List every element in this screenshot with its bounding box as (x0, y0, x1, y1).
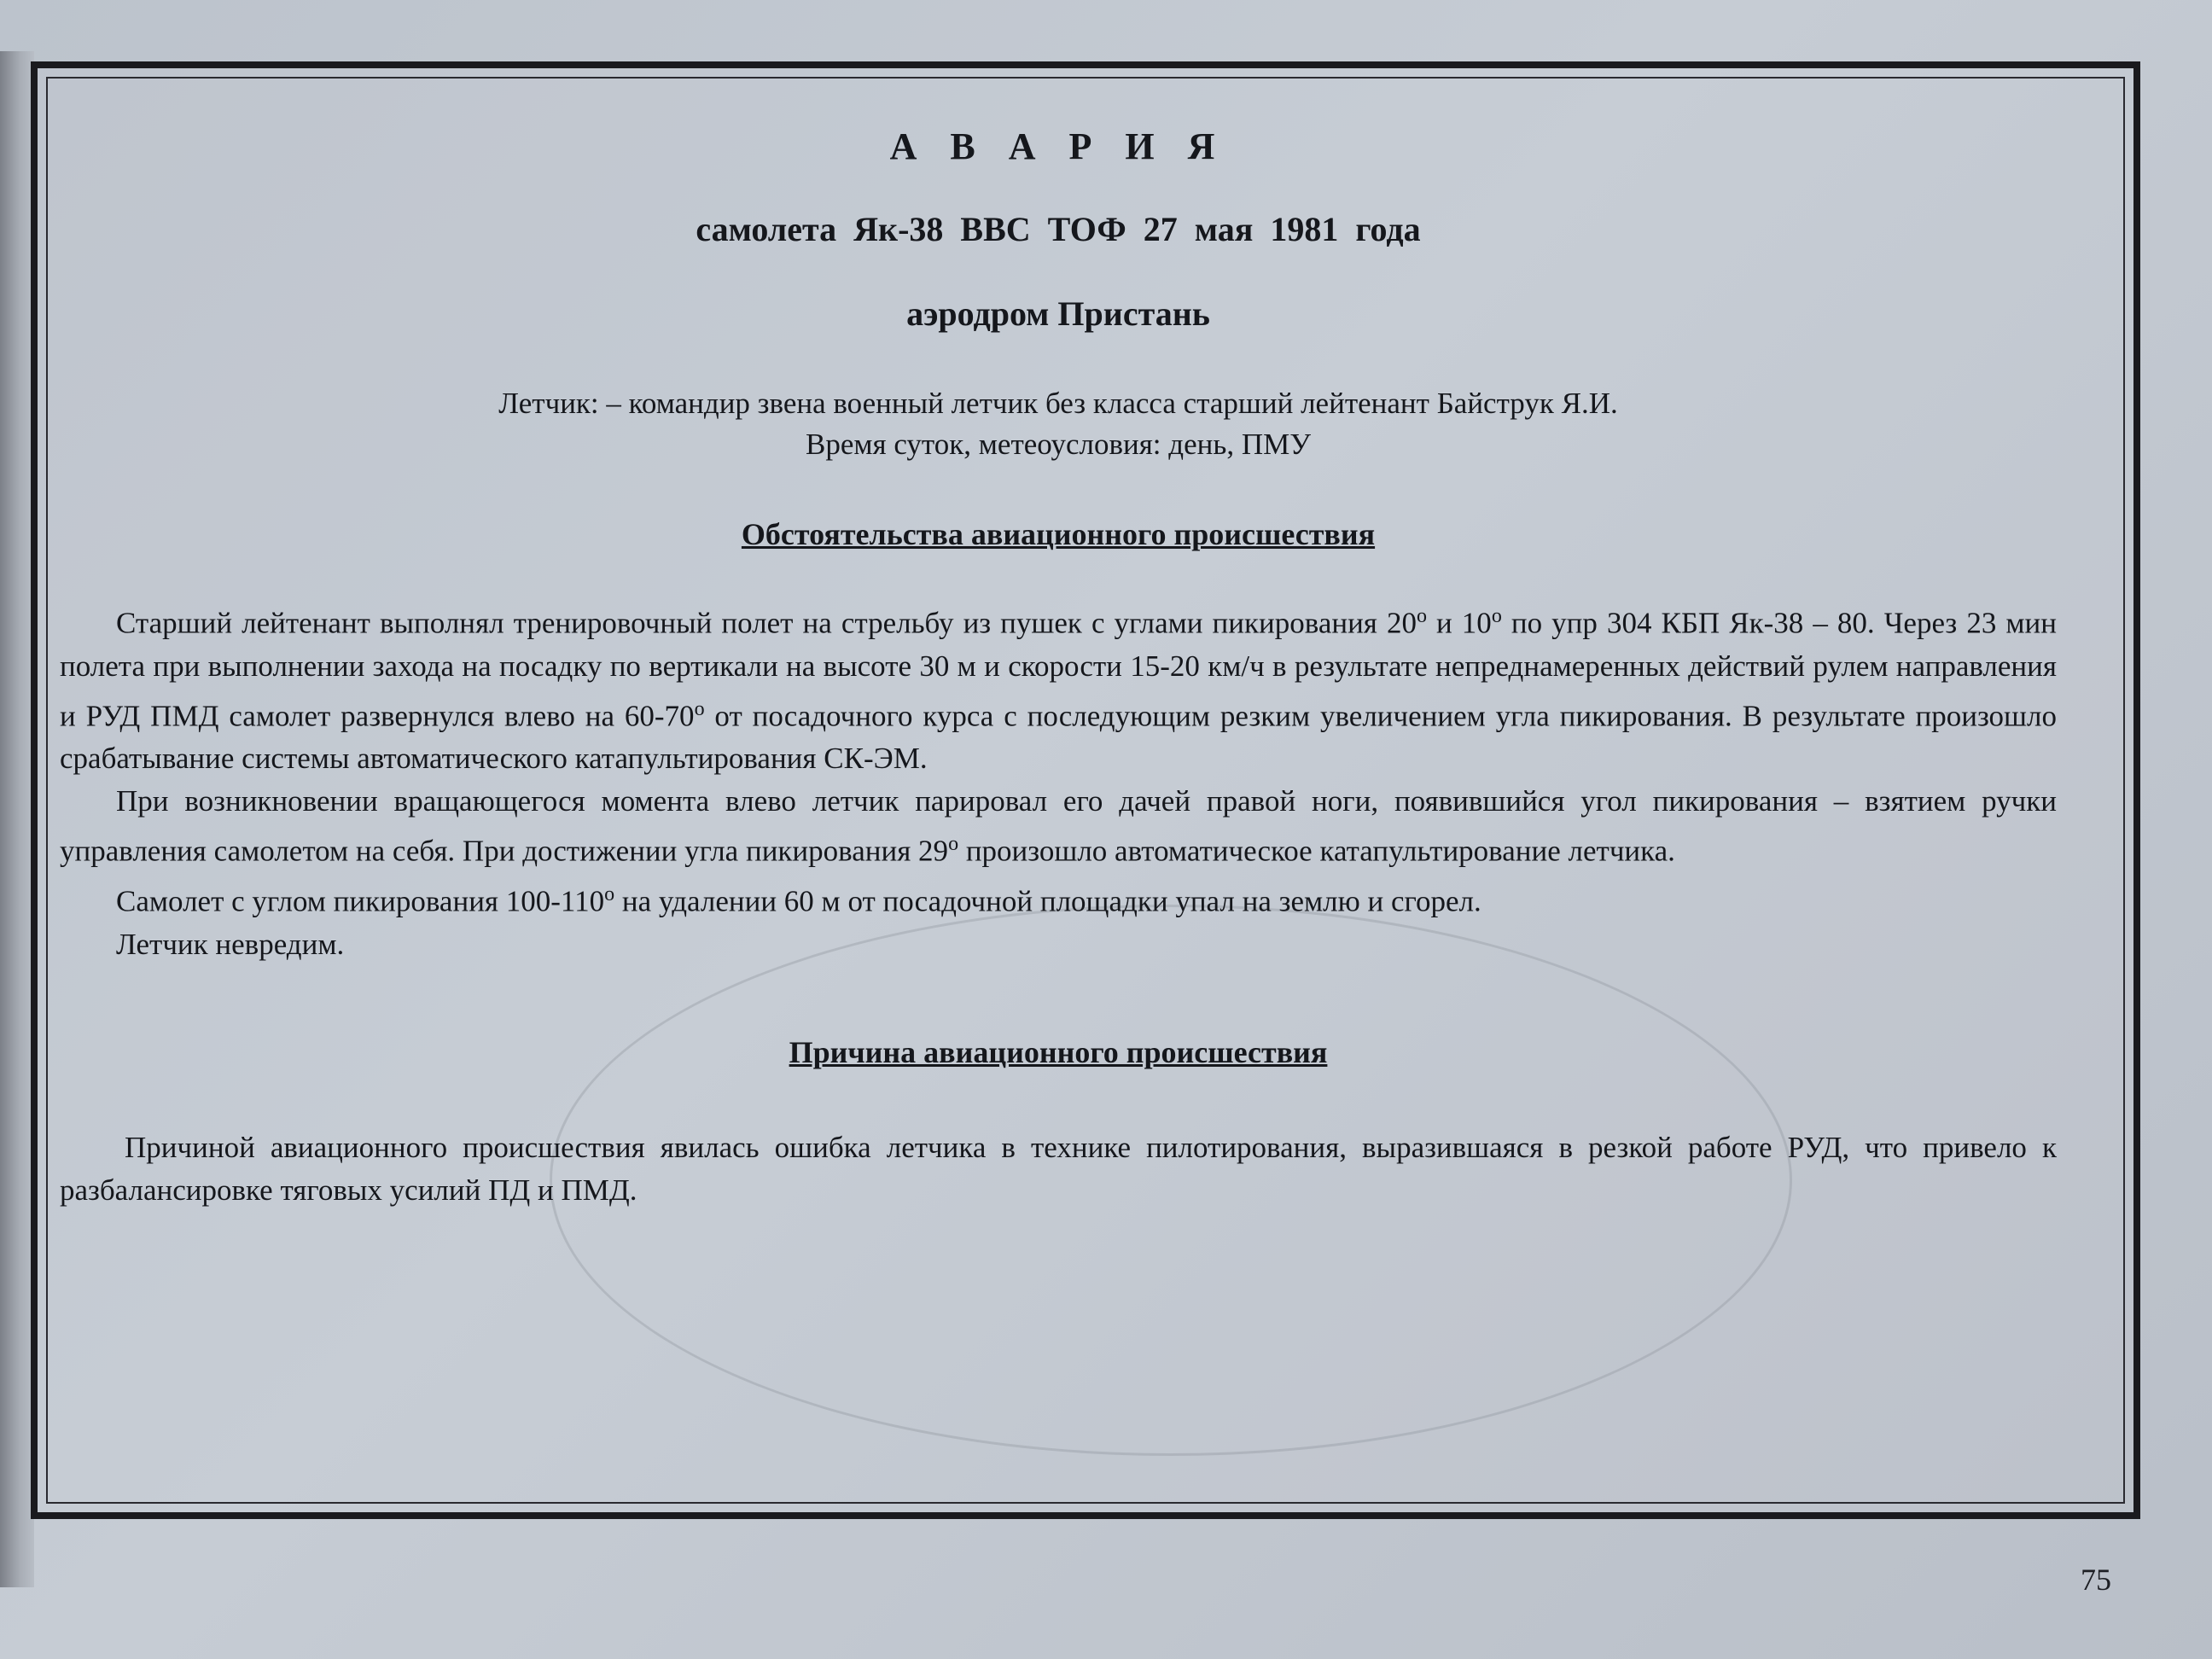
degree-symbol: о (694, 697, 705, 720)
circumstances-heading: Обстоятельства авиационного происшествия (741, 517, 1376, 551)
circumstances-paragraph-4: Летчик невредим. (116, 927, 345, 961)
circumstances-paragraph-1: Старший лейтенант выполнял тренировочный полет на стрельбу из пушек с углами пикирования $20^о$ и $10^о$ по упр 304 КБП Як-38 – 80. Через 23 мин полета при выполнении захода на посадку по вертикали на высоте 30 м и скорости 15-20 км/ч в результате непреднамеренных действий рулем направления и РУД ПМД самолет развернулся влево на $60-70^о$ от посадочного курса с последующим резким увеличением угла пикирования. В результате произошло срабатывание системы автоматического катапультирования СК-ЭМ. (60, 605, 2057, 776)
document-subtitle: самолета Як-38 ВВС ТОФ 27 мая 1981 года (696, 210, 1421, 248)
conditions-line: Время суток, метеоусловия: день, ПМУ (805, 428, 1311, 461)
circumstances-paragraph-2: При возникновении вращающегося момента влево летчик парировал его дачей правой ноги, появившийся угол пикирования – взятием ручки управления самолетом на себя. При достижении угла пикирования $29^о$ произошло автоматическое катапультирование летчика. (60, 784, 2057, 868)
degree-symbol: о (1416, 605, 1427, 627)
adjacent-page-edge (0, 51, 34, 1587)
document-title: А В А Р И Я (889, 125, 1227, 167)
cause-paragraph: Причиной авиационного происшествия явилась ошибка летчика в технике пилотирования, выразившаяся в резкой работе РУД, что привело к разбалансировке тяговых усилий ПД и ПМД. (60, 1130, 2057, 1207)
circumstances-paragraph-3: Самолет с углом пикирования $100-110^о$ на удалении 60 м от посадочной площадки упал на землю и сгорел. (116, 882, 1481, 918)
document-body (60, 65, 2057, 1212)
degree-symbol: о (948, 833, 959, 856)
degree-symbol: о (604, 882, 615, 905)
airfield-name: аэродром Пристань (906, 294, 1210, 333)
meta-block (60, 383, 2057, 465)
degree-symbol: о (1491, 605, 1502, 627)
cause-heading: Причина авиационного происшествия (789, 1034, 1328, 1069)
page-number: 75 (2081, 1563, 2111, 1597)
pilot-line: Летчик: – командир звена военный летчик без класса старший лейтенант Байструк Я.И. (498, 387, 1618, 420)
